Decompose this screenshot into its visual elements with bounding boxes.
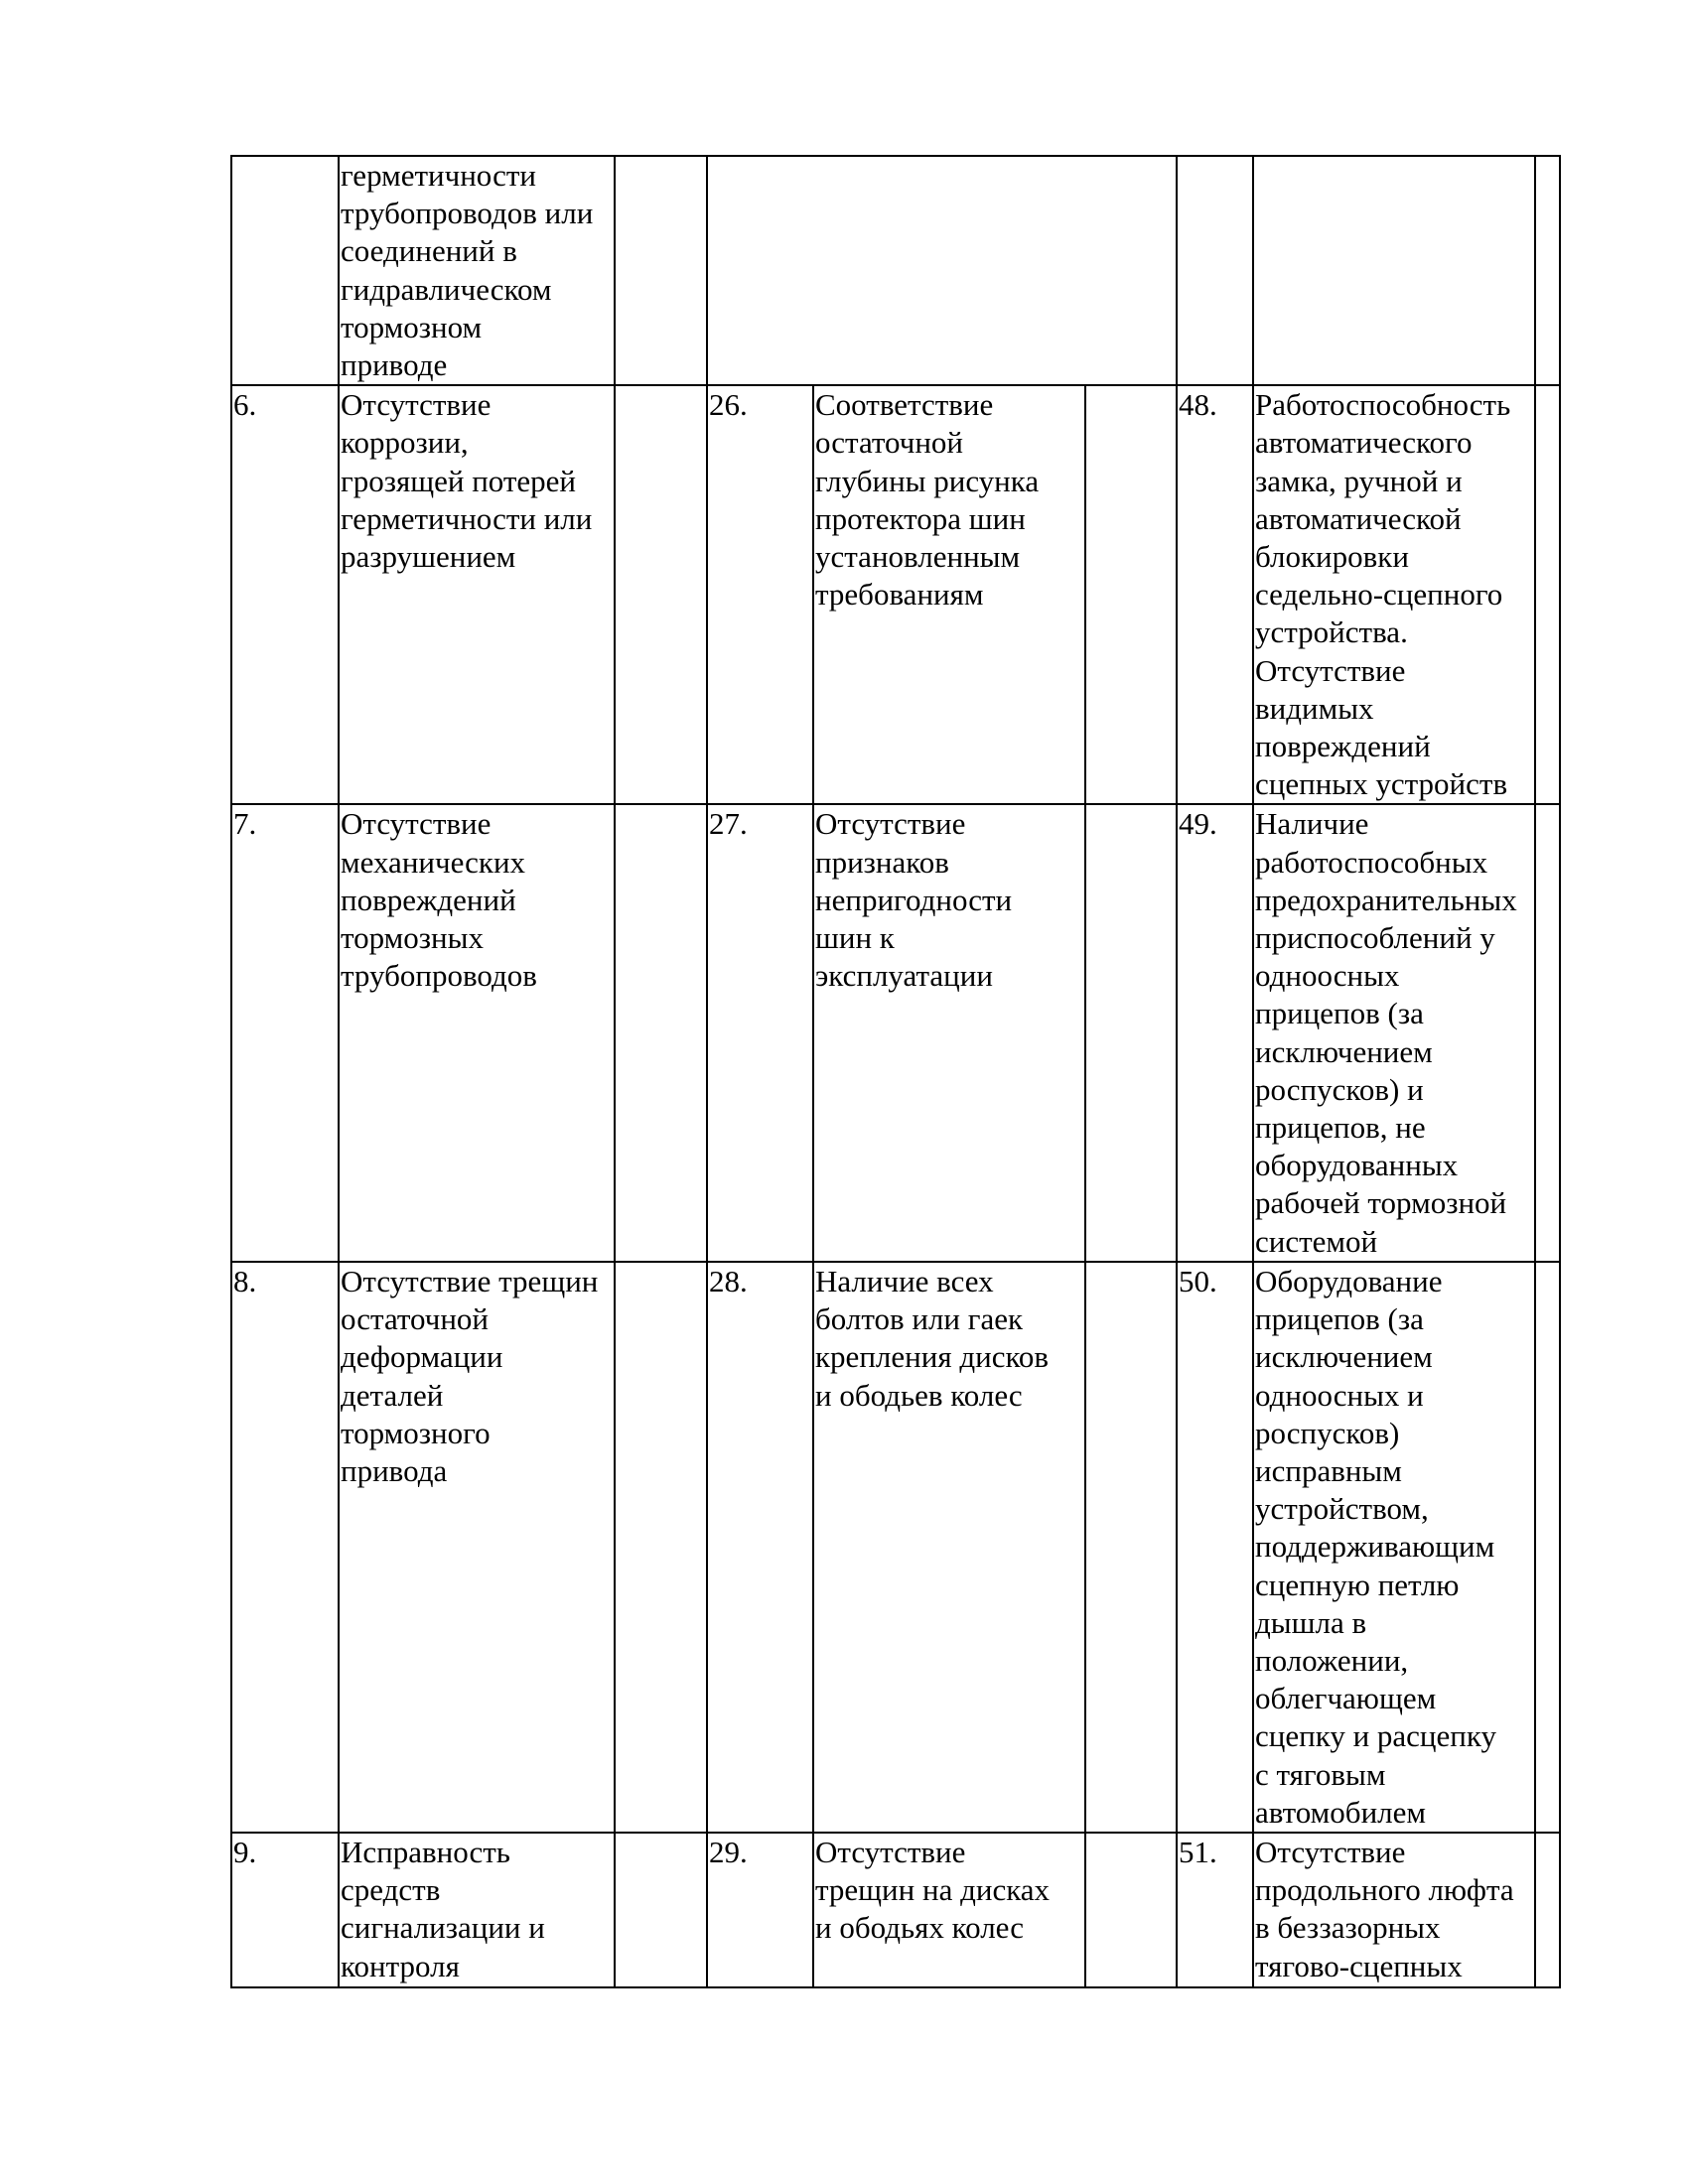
check-cell [1085,1833,1177,1987]
item-text-cell: Отсутствие трещин остаточной деформации деталей тормозного привода [339,1262,615,1833]
table-row [231,156,1560,385]
item-number-cell: 6. [231,385,339,804]
check-cell [615,1262,707,1833]
item-text-cell: Отсутствие коррозии, грозящей потерей герметичности или разрушением [339,385,615,804]
item-number-cell: 8. [231,1262,339,1833]
item-number-cell: 50. [1177,1262,1253,1833]
item-number-cell: 49. [1177,804,1253,1261]
item-text-cell: Отсутствие трещин на дисках и ободьях колес [813,1833,1085,1987]
table-row [231,1262,1560,1833]
item-text-cell: Работоспособность автоматического замка, ручной и автоматической блокировки седельно-сцепного устройства. Отсутствие видимых повреждений сцепных устройств [1253,385,1535,804]
item-number-cell: 26. [707,385,813,804]
item-number-cell: 51. [1177,1833,1253,1987]
item-number-cell: 7. [231,804,339,1261]
item-text-cell: герметичности трубопроводов или соединений в гидравлическом тормозном приводе [339,156,615,385]
item-text-cell [707,156,1177,385]
item-number-cell: 48. [1177,385,1253,804]
item-number-cell: 27. [707,804,813,1261]
item-text-cell: Исправность средств сигнализации и контроля [339,1833,615,1987]
check-cell [1535,1833,1560,1987]
item-number-cell: 29. [707,1833,813,1987]
check-cell [615,804,707,1261]
item-number-cell: 9. [231,1833,339,1987]
check-cell [1535,1262,1560,1833]
item-text-cell: Наличие работоспособных предохранительных приспособлений у одноосных прицепов (за исключением роспусков) и прицепов, не оборудованных рабочей тормозной системой [1253,804,1535,1261]
check-cell [1535,385,1560,804]
check-cell [1085,385,1177,804]
item-number-cell [231,156,339,385]
check-cell [1085,804,1177,1261]
check-cell [615,385,707,804]
item-number-cell: 28. [707,1262,813,1833]
item-text-cell: Отсутствие механических повреждений тормозных трубопроводов [339,804,615,1261]
item-text-cell: Отсутствие признаков непригодности шин к эксплуатации [813,804,1085,1261]
inspection-checklist-table [230,155,1561,1988]
table-row [231,804,1560,1261]
check-cell [1535,156,1560,385]
item-text-cell: Отсутствие продольного люфта в беззазорных тягово-сцепных [1253,1833,1535,1987]
item-text-cell: Наличие всех болтов или гаек крепления дисков и ободьев колес [813,1262,1085,1833]
check-cell [615,1833,707,1987]
check-cell [1535,804,1560,1261]
check-cell [615,156,707,385]
table-row [231,1833,1560,1987]
item-text-cell [1253,156,1535,385]
item-text-cell: Соответствие остаточной глубины рисунка протектора шин установленным требованиям [813,385,1085,804]
table-row [231,385,1560,804]
item-number-cell [1177,156,1253,385]
check-cell [1085,1262,1177,1833]
item-text-cell: Оборудование прицепов (за исключением одноосных и роспусков) исправным устройством, поддерживающим сцепную петлю дышла в положении, облегчающем сцепку и расцепку с тяговым автомобилем [1253,1262,1535,1833]
